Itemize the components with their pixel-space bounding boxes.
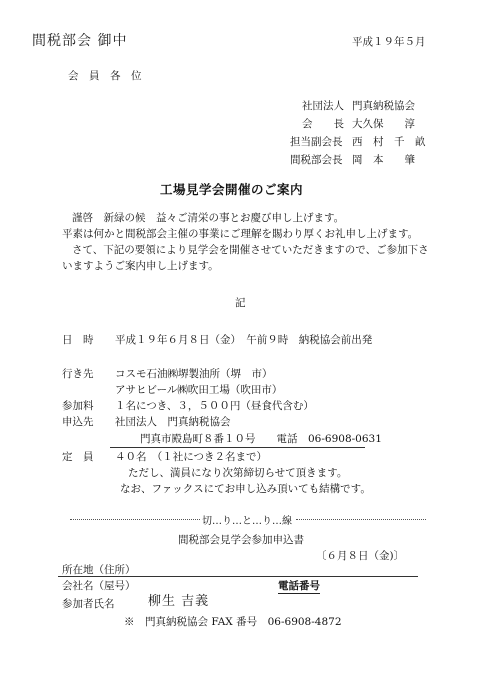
capacity-note-2: なお、ファックスにてお申し込み頂いても結構です。 bbox=[120, 483, 371, 495]
sender-role-3: 担当副会長 bbox=[290, 136, 343, 148]
form-title: 間税部会見学会参加申込書 bbox=[178, 534, 304, 546]
participant-label: 参加者氏名 bbox=[62, 598, 115, 610]
address-label: 所在地（住所） bbox=[62, 564, 136, 576]
destination-value-1: コスモ石油㈱堺製油所（堺 市） bbox=[115, 368, 273, 380]
sender-role-4: 間税部会長 bbox=[290, 154, 343, 166]
recipients: 会 員 各 位 bbox=[68, 70, 142, 82]
sender-name-3: 西 村 千 畝 bbox=[352, 136, 426, 148]
datetime-label: 日 時 bbox=[62, 334, 94, 346]
capacity-note-1: ただし、満員になり次第締切らせて頂きます。 bbox=[128, 467, 348, 479]
body-line-2: 平素は何かと間税部会主催の事業にご理解を賜わり厚くお礼申し上げます。 bbox=[62, 228, 419, 240]
sender-role-2: 会 長 bbox=[302, 118, 344, 130]
apply-value-1: 社団法人 門真納税協会 bbox=[115, 416, 231, 428]
handwritten-signature: 柳生 吉義 bbox=[148, 594, 210, 609]
body-line-3: さて、下記の要領により見学会を開催させていただきますので、ご参加下さ bbox=[72, 244, 429, 256]
phone-label: 電話番号 bbox=[278, 580, 320, 592]
capacity-label: 定 員 bbox=[62, 451, 94, 463]
handwritten-addressee: 間税部会 御中 bbox=[32, 33, 128, 49]
sender-name-1: 門真納税協会 bbox=[352, 100, 415, 112]
address-line[interactable] bbox=[58, 576, 418, 577]
form-date: 〔６月８日（金)〕 bbox=[316, 550, 405, 562]
apply-value-2: 門真市殿島町８番１０号 電話 06-6908-0631 bbox=[140, 433, 382, 445]
apply-label: 申込先 bbox=[62, 416, 94, 428]
destination-label: 行き先 bbox=[62, 368, 94, 380]
company-label: 会社名（屋号） bbox=[62, 580, 136, 592]
cutline-label: 切…り…と…り…線 bbox=[200, 512, 294, 527]
capacity-value: ４０名 （１社につき２名まで） bbox=[115, 451, 268, 463]
body-line-4: いますようご案内申し上げます。 bbox=[62, 260, 219, 272]
cutline-right bbox=[296, 519, 426, 520]
fax-note: ※ 門真納税協会 FAX 番号 06-6908-4872 bbox=[124, 616, 342, 628]
destination-value-2: アサヒビール㈱吹田工場（吹田市） bbox=[115, 384, 283, 396]
datetime-value: 平成１９年６月８日（金） 午前９時 納税協会前出発 bbox=[115, 334, 373, 346]
sender-role-1: 社団法人 bbox=[302, 100, 344, 112]
body-line-1: 謹啓 新緑の候 益々ご清栄の事とお慶び申し上げます。 bbox=[72, 212, 345, 224]
fee-value: １名につき、３，５００円（昼食代含む） bbox=[115, 400, 314, 412]
document-date: 平成１９年５月 bbox=[352, 36, 426, 48]
page-title: 工場見学会開催のご案内 bbox=[160, 182, 304, 197]
sender-name-2: 大久保 淳 bbox=[352, 118, 415, 130]
ki-marker: 記 bbox=[235, 297, 246, 309]
sender-name-4: 岡 本 肇 bbox=[352, 154, 415, 166]
apply-underline bbox=[110, 447, 365, 448]
fee-label: 参加料 bbox=[62, 400, 94, 412]
